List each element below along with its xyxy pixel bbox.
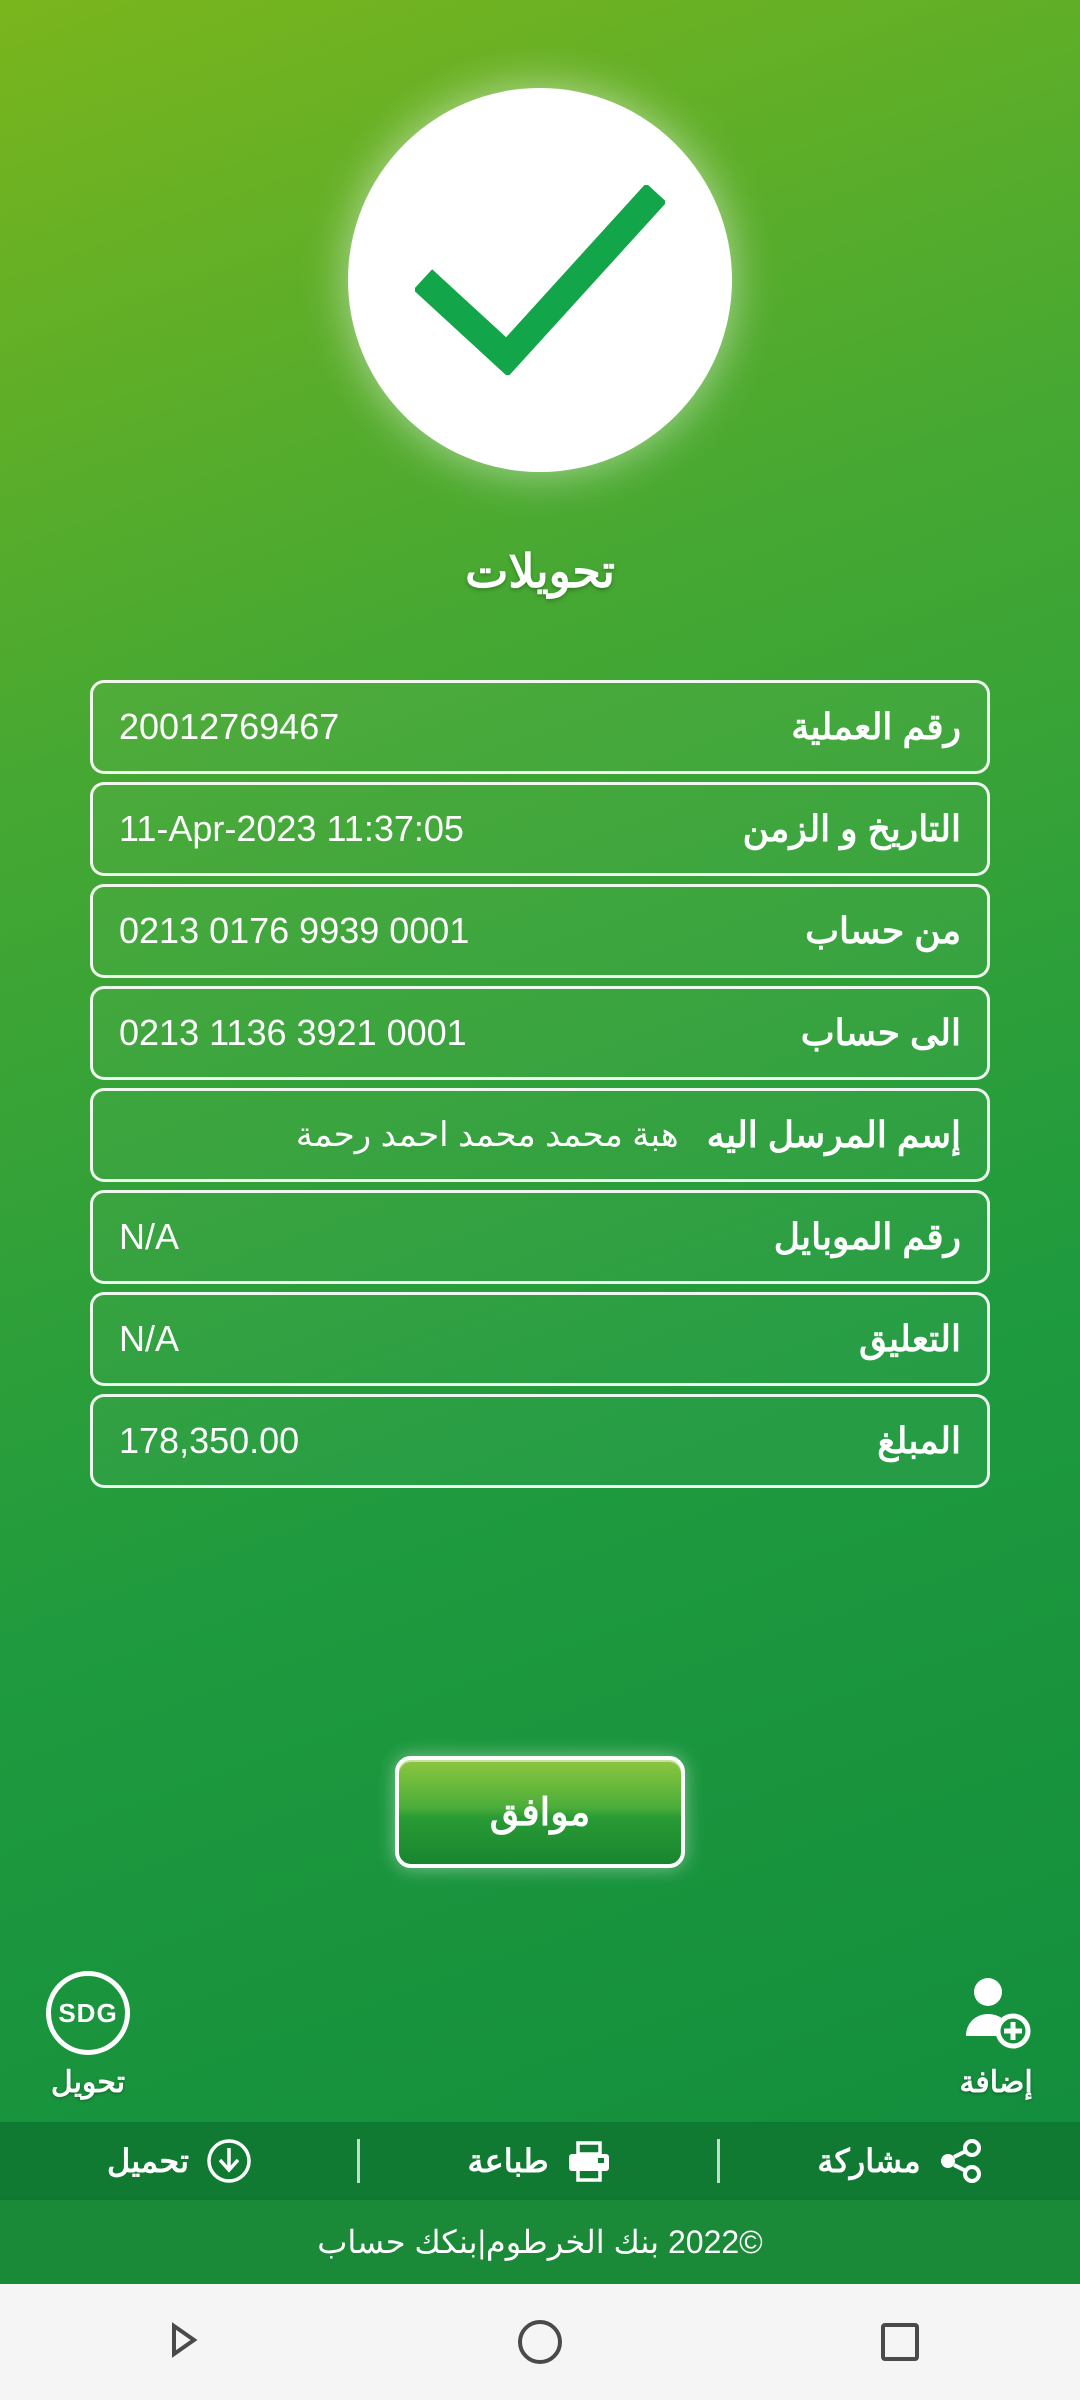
download-circle-icon [205, 2137, 253, 2185]
row-value: 178,350.00 [119, 1420, 300, 1461]
shortcut-transfer[interactable] [46, 1971, 130, 2100]
row-label: التاريخ و الزمن [742, 808, 961, 849]
row-label: الى حساب [800, 1012, 961, 1053]
table-row [90, 1292, 990, 1386]
shortcut-label: إضافة [959, 2066, 1033, 2099]
shortcut-row [0, 1971, 1080, 2100]
footer-copyright: ©2022 بنك الخرطوم|بنكك حساب [0, 2200, 1080, 2284]
print-button[interactable] [360, 2125, 720, 2197]
shortcut-add-contact[interactable] [958, 1974, 1034, 2100]
row-value: N/A [119, 1318, 180, 1359]
android-nav-bar [0, 2284, 1080, 2400]
table-row [90, 1190, 990, 1284]
check-circle-icon [348, 88, 732, 472]
receipt-details-table [90, 680, 990, 1488]
action-bar [0, 2122, 1080, 2200]
share-icon [937, 2138, 983, 2184]
row-label: التعليق [858, 1318, 961, 1359]
share-button[interactable] [720, 2125, 1080, 2197]
row-label: من حساب [805, 910, 961, 951]
row-label: رقم الموبايل [773, 1216, 961, 1257]
recents-button[interactable] [868, 2310, 932, 2374]
table-row [90, 1088, 990, 1182]
action-label: مشاركة [817, 2143, 921, 2179]
table-row [90, 884, 990, 978]
row-value: 20012769467 [119, 706, 340, 747]
ok-button[interactable]: موافق [395, 1756, 685, 1868]
back-button[interactable] [148, 2310, 212, 2374]
row-value: 11-Apr-2023 11:37:05 [119, 808, 464, 849]
table-row [90, 986, 990, 1080]
square-icon [881, 2323, 919, 2361]
table-row [90, 1394, 990, 1488]
row-value: هبة محمد محمد احمد رحمة [295, 1116, 679, 1154]
row-value: N/A [119, 1216, 180, 1257]
home-button[interactable] [508, 2310, 572, 2374]
page-title: تحويلات [465, 545, 615, 597]
row-label: رقم العملية [791, 706, 961, 747]
printer-icon [565, 2139, 613, 2183]
ok-button-wrapper [0, 1756, 1080, 1868]
action-label: تحميل [107, 2143, 189, 2179]
row-value: 0213 1136 3921 0001 [119, 1012, 467, 1053]
row-label: المبلغ [877, 1420, 961, 1461]
triangle-icon [158, 2318, 202, 2367]
row-label: إسم المرسل اليه [706, 1114, 961, 1155]
circle-icon [518, 2320, 562, 2364]
download-button[interactable] [0, 2125, 360, 2197]
action-label: طباعة [467, 2143, 549, 2179]
table-row [90, 680, 990, 774]
row-value: 0213 0176 9939 0001 [119, 910, 470, 951]
shortcut-label: تحويل [50, 2066, 126, 2099]
sdg-badge-icon: SDG [46, 1971, 130, 2055]
person-add-icon [958, 1974, 1034, 2055]
table-row [90, 782, 990, 876]
